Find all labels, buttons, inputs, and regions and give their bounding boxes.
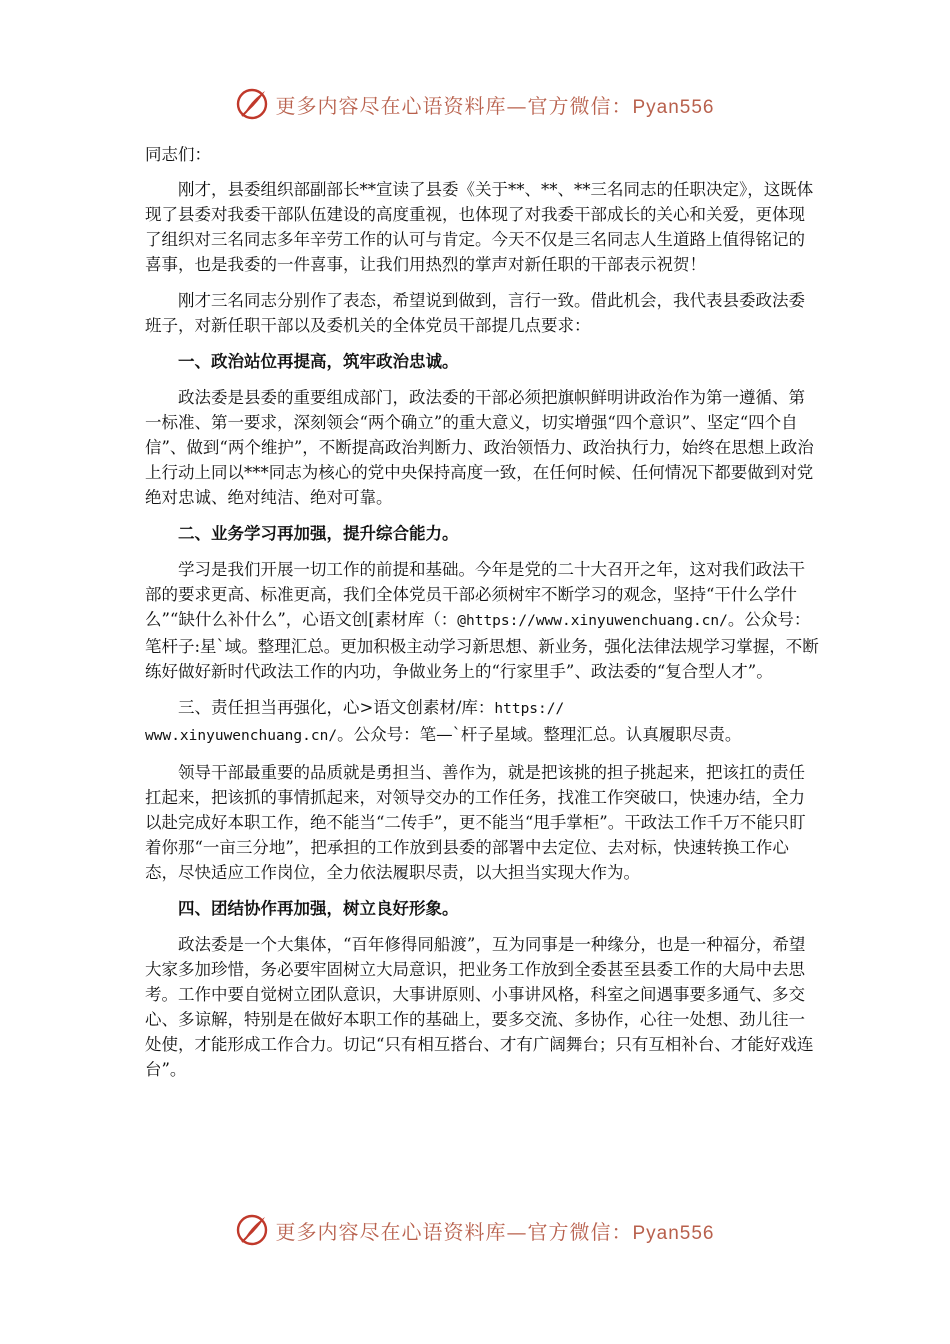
paragraph-2: 刚才三名同志分别作了表态，希望说到做到，言行一致。借此机会，我代表县委政法委班子，对新任职干部以及委机关的全体党员干部提几点要求： <box>145 291 805 335</box>
quill-logo-icon <box>235 1213 269 1247</box>
section-heading-3-text-a: 三、责任担当再强化，心>语文创素材/库： <box>178 698 495 717</box>
watermark-wechat-id: Pyan556 <box>632 96 715 118</box>
section-heading-1: 一、政治站位再提高，筑牢政治忠诚。 <box>178 352 459 371</box>
paragraph-4-text-a: 学习是我们开展一切工作的前提和基础。今年是党的二十大召开之年，这对我们政法干部的要求更高、标准更高，我们全体党员干部必须树牢不断学习的观念，坚持“干什么学什么”“缺什么补什么”，心语文创[素材库（： <box>145 560 805 629</box>
quill-logo-icon <box>235 87 269 121</box>
paragraph-6: 政法委是一个大集体，“百年修得同船渡”，互为同事是一种缘分，也是一种福分，希望大家多加珍惜，务必要牢固树立大局意识，把业务工作放到全委甚至县委工作的大局中去思考。工作中要自觉树立团队意识，大事讲原则、小事讲风格，科室之间遇事要多通气、多交心、多谅解，特别是在做好本职工作的基础上，要多交流、多协作，心往一处想、劲儿往一处使，才能形成工作合力。切记“只有相互搭台、才有广阔舞台；只有互相补台、才能好戏连台”。 <box>145 935 814 1079</box>
paragraph-4-text-b: 。公众号：笔杆子:星`域。整理汇总。更加积极主动学习新思想、新业务，强化法律法规学习掌握，不断练好做好新时代政法工作的内功，争做业务上的“行家里手”、政法委的“复合型人才”。 <box>145 610 819 681</box>
salutation: 同志们： <box>145 145 211 164</box>
watermark-wechat-id: Pyan556 <box>632 1222 715 1244</box>
section-heading-3-url-2: www.xinyuwenchuang.cn/ <box>145 728 338 744</box>
section-heading-3 <box>145 695 820 749</box>
section-heading-3-text-b: 。公众号：笔—`杆子星域。整理汇总。认真履职尽责。 <box>337 725 742 744</box>
paragraph-5: 领导干部最重要的品质就是勇担当、善作为，就是把该挑的担子挑起来，把该扛的责任扛起来，把该抓的事情抓起来，对领导交办的工作任务，找准工作突破口，快速办结，全力以赴完成好本职工作，绝不能当“二传手”，更不能当“甩手掌柜”。干政法工作千万不能只盯着你那“一亩三分地”，把承担的工作放到县委的部署中去定位、去对标，快速转换工作心态，尽快适应工作岗位，全力依法履职尽责，以大担当实现大作为。 <box>145 763 806 882</box>
paragraph-4-url: @https://www.xinyuwenchuang.cn/ <box>457 613 728 629</box>
watermark-banner-top <box>0 82 950 126</box>
paragraph-4 <box>145 557 820 684</box>
paragraph-3: 政法委是县委的重要组成部门，政法委的干部必须把旗帜鲜明讲政治作为第一遵循、第一标准、第一要求，深刻领会“两个确立”的重大意义，切实增强“四个意识”、坚定“四个自信”、做到“两个维护”，不断提高政治判断力、政治领悟力、政治执行力，始终在思想上政治上行动上同以***同志为核心的党中央保持高度一致，在任何时候、任何情况下都要做到对党绝对忠诚、绝对纯洁、绝对可靠。 <box>145 388 814 507</box>
watermark-text: 更多内容尽在心语资料库—官方微信： <box>275 1219 633 1244</box>
document-body <box>145 142 820 1093</box>
paragraph-1: 刚才，县委组织部副部长**宣读了县委《关于**、**、**三名同志的任职决定》，这既体现了县委对我委干部队伍建设的高度重视，也体现了对我委干部成长的关心和关爱，更体现了组织对三名同志多年辛劳工作的认可与肯定。今天不仅是三名同志人生道路上值得铭记的喜事，也是我委的一件喜事，让我们用热烈的掌声对新任职的干部表示祝贺！ <box>145 180 814 274</box>
section-heading-4: 四、团结协作再加强，树立良好形象。 <box>178 899 459 918</box>
watermark-banner-bottom <box>0 1208 950 1252</box>
watermark-text: 更多内容尽在心语资料库—官方微信： <box>275 93 633 118</box>
section-heading-2: 二、业务学习再加强，提升综合能力。 <box>178 524 459 543</box>
section-heading-3-url-1: https:// <box>494 701 565 717</box>
